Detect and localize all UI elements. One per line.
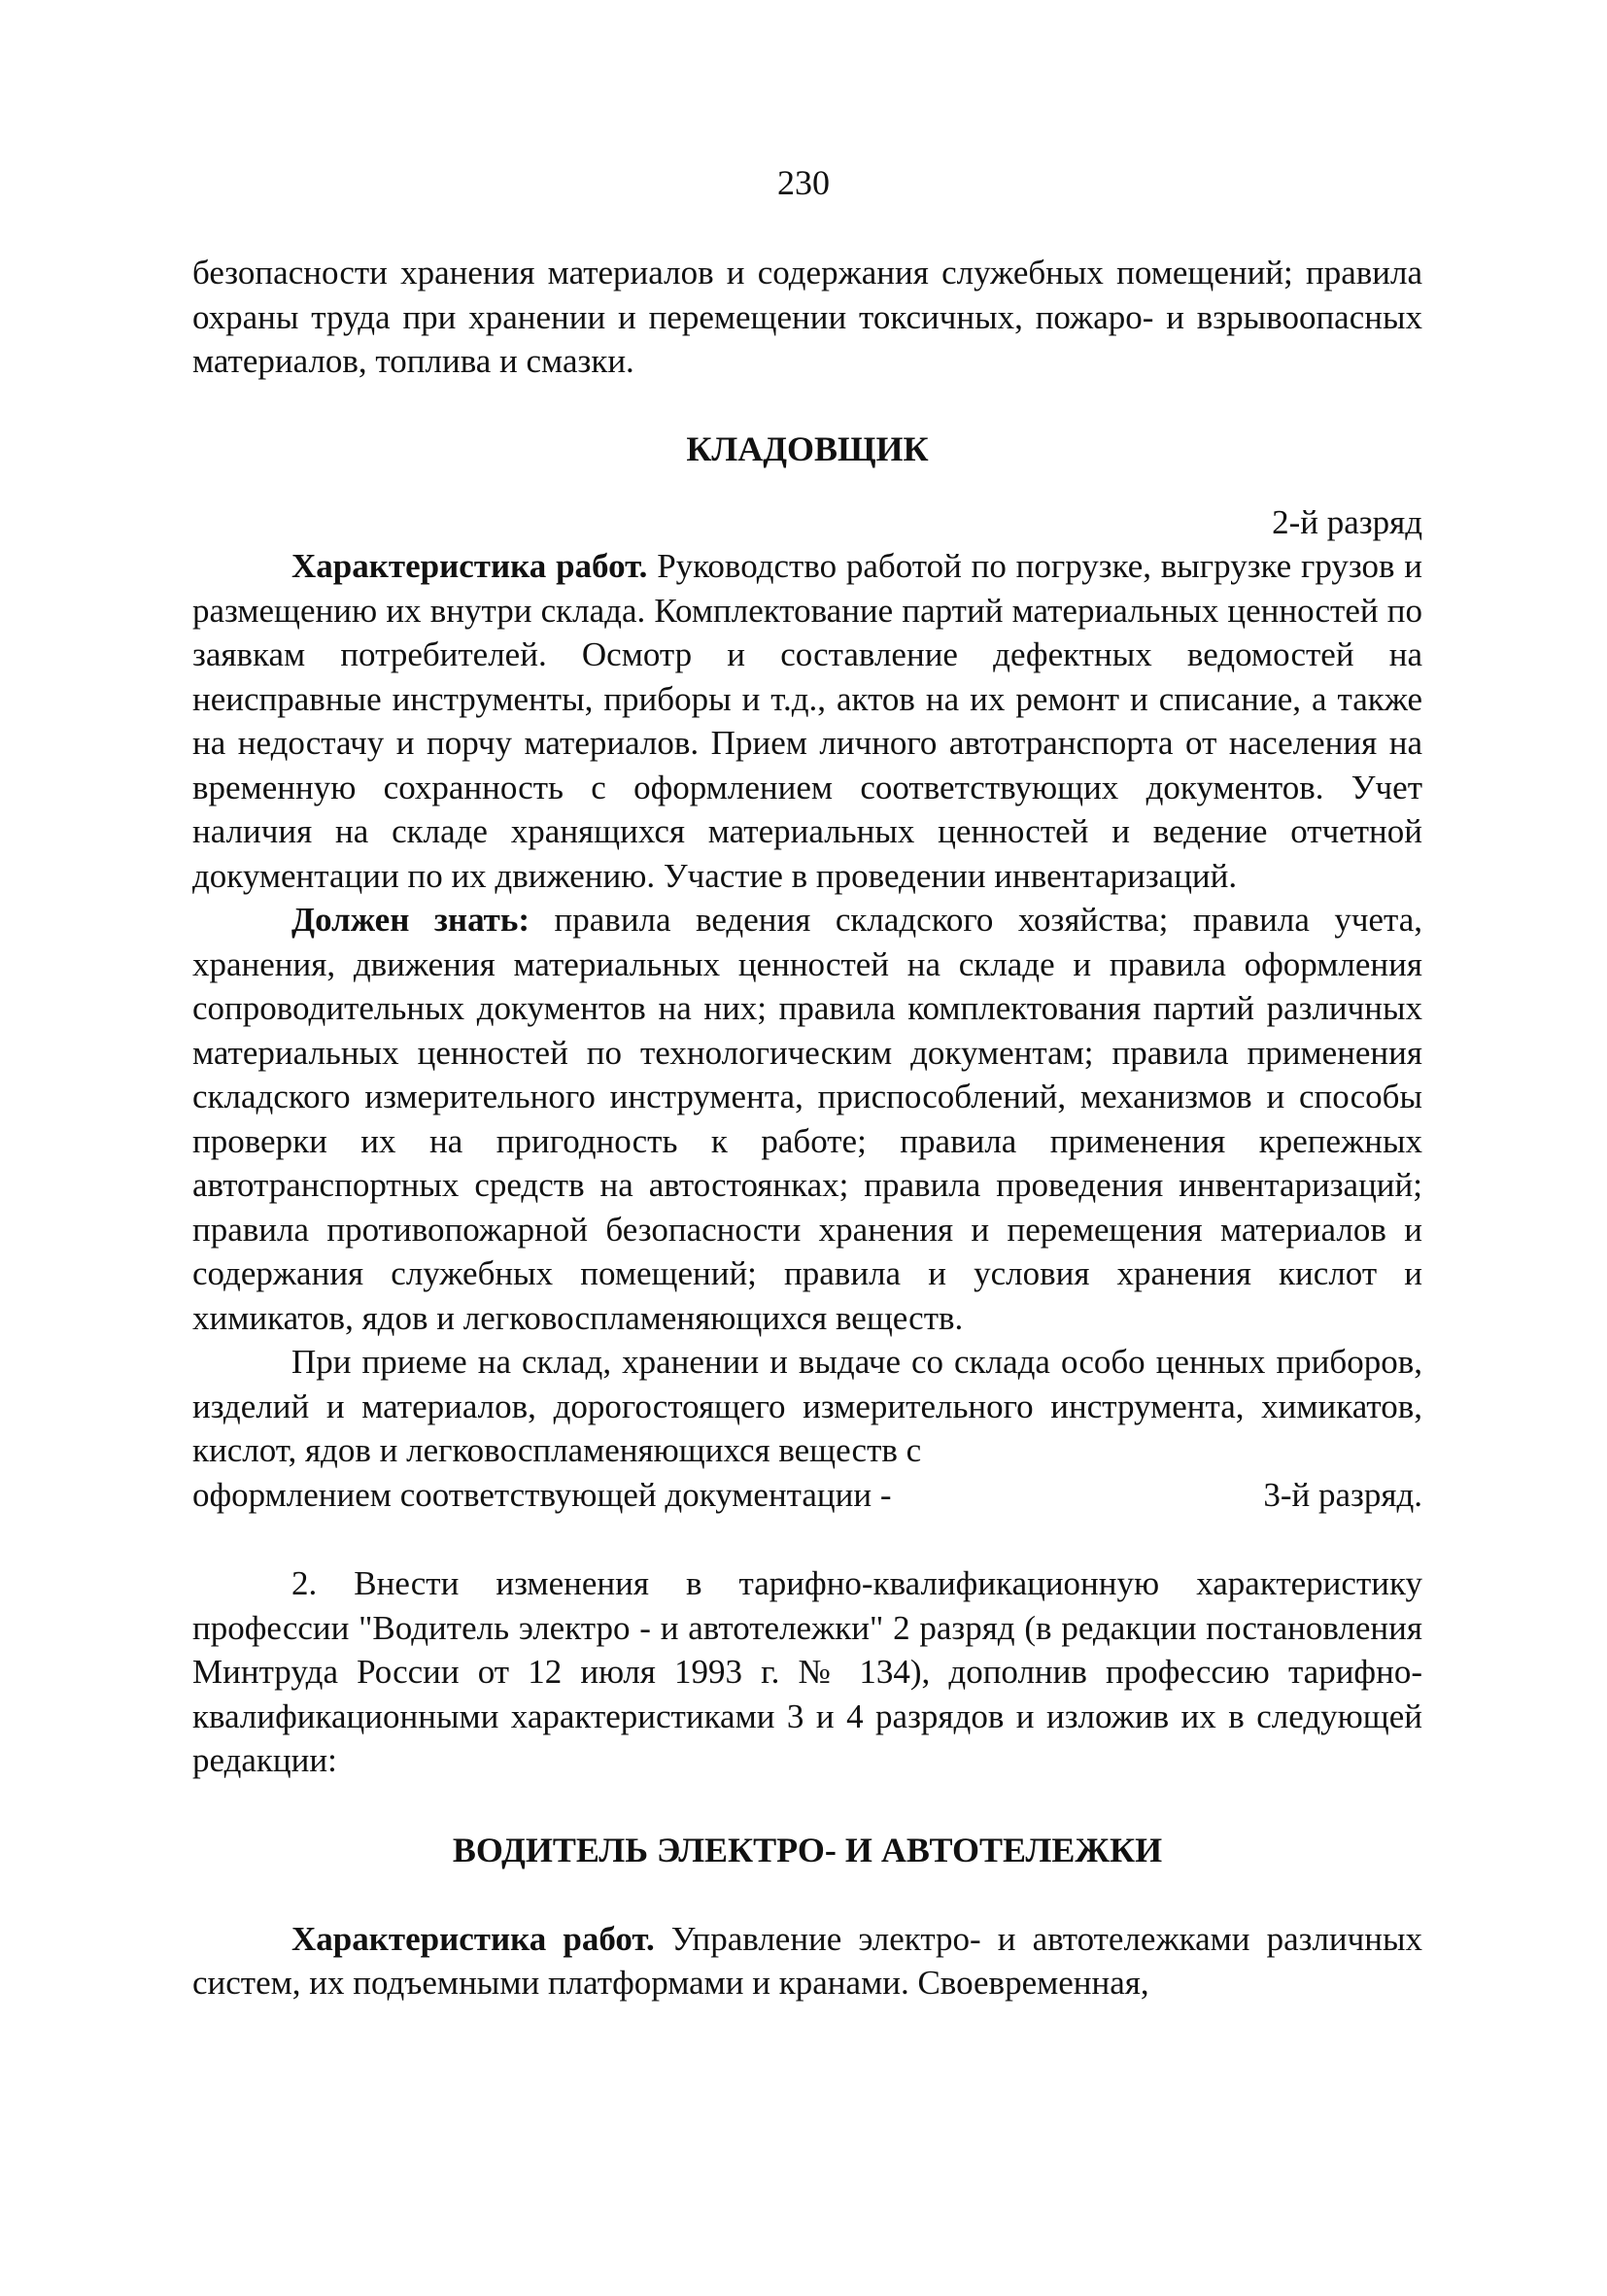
page-number: 230 bbox=[777, 163, 830, 202]
special-conditions-last-text: оформлением соответствующей документации - bbox=[192, 1475, 892, 1514]
grade-label: 2-й разряд bbox=[1272, 502, 1422, 541]
special-conditions-paragraph: При приеме на склад, хранении и выдаче со склада особо ценных приборов, изделий и материалов, дорогостоящего измерительного инструмента, химикатов, кислот, ядов и легковоспламеняющихся веществ с bbox=[192, 1343, 1422, 1469]
section-title-storekeeper: КЛАДОВЩИК bbox=[686, 428, 929, 468]
driver-work-characteristic-lead: Характеристика работ. bbox=[291, 1919, 655, 1958]
must-know-text: правила ведения складского хозяйства; правила учета, хранения, движения материальных ценностей на складе и правила оформления сопроводительных документов на них; правила комплектования партий различных материальных ценностей по технологическим документам; правила применения складского измерительного инструмента, приспособлений, механизмов и способы проверки их на пригодность к работе; правила применения крепежных автотранспортных средств на автостоянках; правила проведения инвентаризаций; правила противопожарной безопасности хранения и перемещения материалов и содержания служебных помещений; правила и условия хранения кислот и химикатов, ядов и легковоспламеняющихся веществ. bbox=[192, 901, 1422, 1337]
section-title-cart-driver: ВОДИТЕЛЬ ЭЛЕКТРО- И АВТОТЕЛЕЖКИ bbox=[452, 1830, 1163, 1869]
must-know-lead: Должен знать: bbox=[291, 901, 530, 939]
work-characteristic-lead: Характеристика работ. bbox=[291, 547, 648, 585]
work-characteristic-paragraph bbox=[192, 544, 1422, 898]
special-conditions-grade: 3-й разряд. bbox=[1263, 1475, 1422, 1514]
driver-work-characteristic-text: Управление электро- и автотележками различных систем, их подъемными платформами и кранами. Своевременная, bbox=[192, 1919, 1422, 2002]
intro-paragraph: безопасности хранения материалов и содержания служебных помещений; правила охраны труда при хранении и перемещении токсичных, пожаро- и взрывоопасных материалов, топлива и смазки. bbox=[192, 254, 1422, 380]
amendment-paragraph: 2. Внести изменения в тарифно-квалификационную характеристику профессии "Водитель электро - и автотележки" 2 разряд (в редакции постановления Минтруда России от 12 июля 1993 г. № 134), дополнив профессию тарифно-квалификационными характеристиками 3 и 4 разрядов и изложив их в следующей редакции: bbox=[192, 1564, 1422, 1779]
work-characteristic-text: Руководство работой по погрузке, выгрузке грузов и размещению их внутри склада. Комплектование партий материальных ценностей по заявкам потребителей. Осмотр и составление дефектных ведомостей на неисправные инструменты, приборы и т.д., актов на их ремонт и списание, а также на недостачу и порчу материалов. Прием личного автотранспорта от населения на временную сохранность с оформлением соответствующих документов. Учет наличия на складе хранящихся материальных ценностей и ведение отчетной документации по их движению. Участие в проведении инвентаризаций. bbox=[192, 547, 1423, 895]
special-conditions-last-line bbox=[192, 1473, 1422, 1518]
must-know-paragraph bbox=[192, 898, 1422, 1340]
page-content bbox=[192, 251, 1422, 2005]
driver-work-characteristic-paragraph bbox=[192, 1917, 1422, 2005]
